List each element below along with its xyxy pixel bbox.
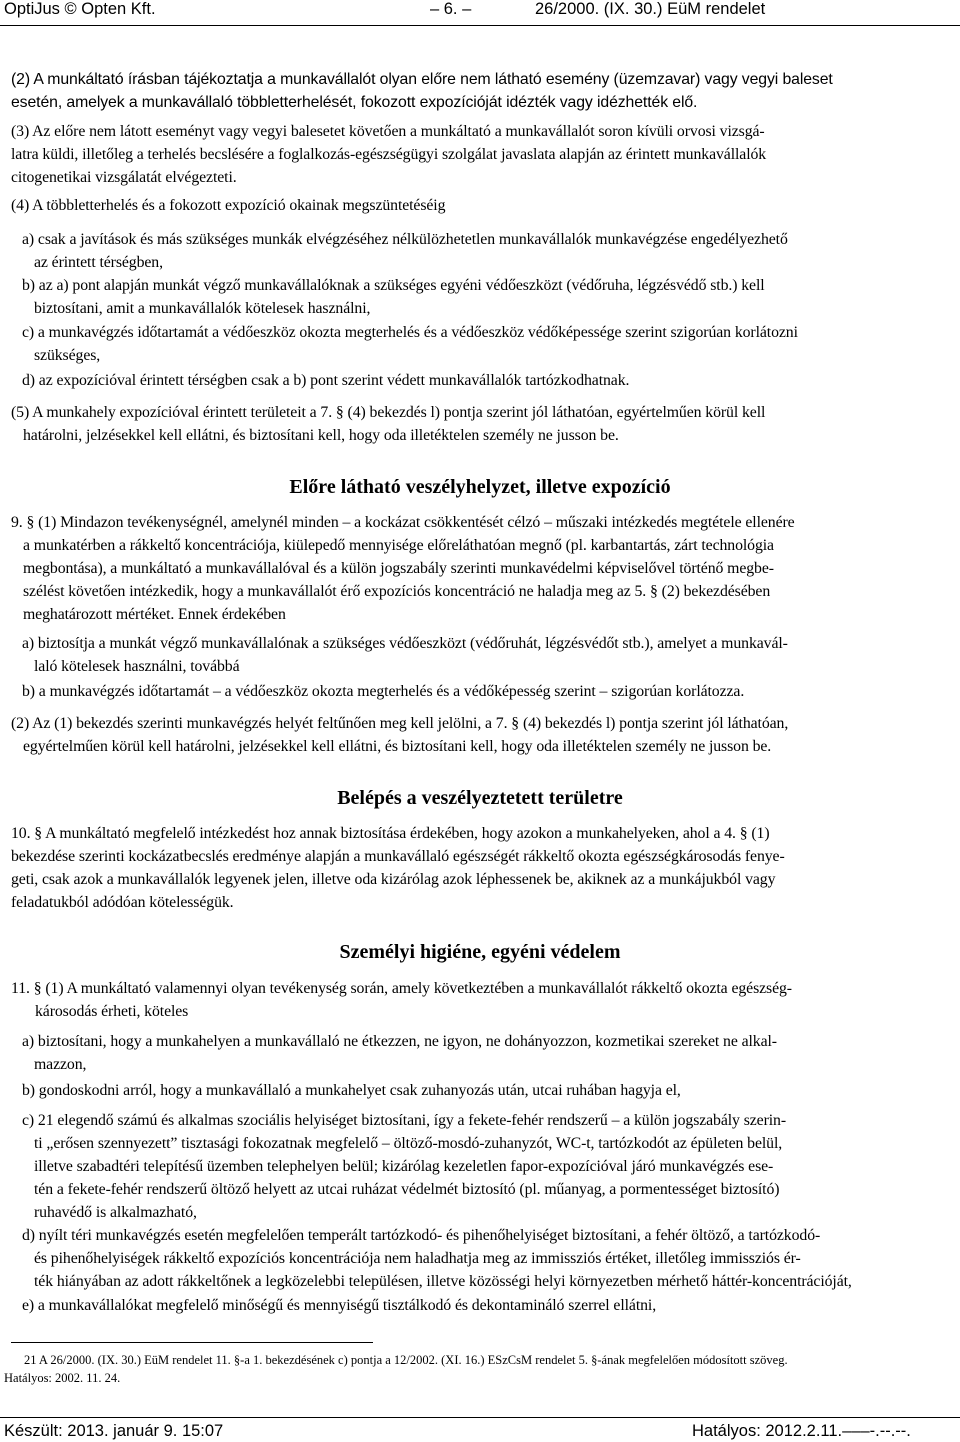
- text-line: b) az a) pont alapján munkát végző munkavállalóknak a szükséges egyéni védőeszközt (védőruha, légzésvédő stb.) kell: [22, 277, 765, 294]
- text-line: ti „erősen szennyezett” tisztasági fokozatnak megfelelő – öltöző-mosdó-zuhanyzót, WC-t, tartózkodót az épületen belül,: [34, 1135, 783, 1152]
- text-line: az érintett térségben,: [34, 254, 163, 271]
- text-line: esetén, amelyek a munkavállaló többletterhelését, fokozott expozícióját idézték vagy idézhették elő.: [11, 94, 698, 111]
- paragraph-5: [11, 401, 765, 447]
- text-line: a) biztosítja a munkát végző munkavállalónak a szükséges védőeszközt (védőruhát, légzésvédőt stb.), amelyet a munkavál-: [22, 635, 788, 652]
- text-line: a) biztosítani, hogy a munkahelyen a munkavállaló ne étkezzen, ne igyon, ne dohányozzon, kozmetikai szereket ne alkal-: [22, 1033, 777, 1050]
- text-line: mazzon,: [34, 1056, 87, 1073]
- section-9-item-a: [22, 632, 788, 678]
- paragraph-4a: [22, 228, 788, 274]
- text-line: 9. § (1) Mindazon tevékenységnél, amelynél minden – a kockázat csökkentését célzó – műszaki intézkedés megtétele ellenére: [11, 514, 795, 531]
- section-11-item-c: [22, 1109, 786, 1224]
- text-line: biztosítani, amit a munkavállalók kötelesek használni,: [34, 300, 371, 317]
- header-document-title: 26/2000. (IX. 30.) EüM rendelet: [535, 0, 766, 18]
- text-line: károsodás érheti, köteles: [35, 1003, 189, 1020]
- text-line: a) csak a javítások és más szükséges munkák elvégzéséhez nélkülözhetetlen munkavállalók munkavégzése engedélyezhető: [22, 231, 788, 248]
- header-rule: [0, 25, 960, 26]
- text-line: geti, csak azok a munkavállalók legyenek jelen, illetve oda kizárólag azok léphessenek be, akiknek az a munkájukból vagy: [11, 871, 776, 888]
- section-9-item-b: b) a munkavégzés időtartamát – a védőeszköz okozta megterhelés és a védőképesség szerint – szigorúan korlátozza.: [22, 683, 745, 700]
- section-11-item-b: b) gondoskodni arról, hogy a munkavállaló a munkahelyet csak zuhanyozás után, utcai ruhában hagyja el,: [22, 1082, 681, 1099]
- text-line: határolni, jelzésekkel kell ellátni, és biztosítani kell, hogy oda illetéktelen személy ne jusson be.: [23, 427, 619, 444]
- footnote-21: 21 A 26/2000. (IX. 30.) EüM rendelet 11. §-a 1. bekezdésének c) pontja a 12/2002. (XI. 16.) ESzCsM rendelet 5. §-ának megfelelően módosított szöveg.: [24, 1353, 788, 1367]
- paragraph-4: (4) A többletterhelés és a fokozott expozíció okainak megszüntetéséig: [11, 197, 446, 214]
- section-11-item-d: [22, 1224, 852, 1293]
- text-line: meghatározott mértéket. Ennek érdekében: [23, 606, 286, 623]
- text-line: illetve szabadtéri telepítésű üzemben telephelyen belül; kizárólag kezeletlen fapor-expozícióval járó munkavégzés ese-: [34, 1158, 774, 1175]
- paragraph-4b: [22, 274, 765, 320]
- paragraph-3: [11, 120, 766, 189]
- paragraph-2: [11, 68, 833, 114]
- footer-effective: Hatályos: 2012.2.11.–––-.--.--.: [692, 1422, 911, 1440]
- text-line: tén a fekete-fehér rendszerű öltöző helyett az utcai ruházat védelmét biztosító (pl. műanyag, a pormentességet biztosító): [34, 1181, 780, 1198]
- footnote-rule: [11, 1342, 373, 1343]
- text-line: c) a munkavégzés időtartamát a védőeszköz okozta megterhelés és a védőeszköz védőképessége szerint szigorúan korlátozni: [22, 324, 798, 341]
- header-page-number: – 6. –: [430, 0, 472, 18]
- footer-created: Készült: 2013. január 9. 15:07: [4, 1422, 224, 1440]
- text-line: 10. § A munkáltató megfelelő intézkedést hoz annak biztosítása érdekében, hogy azokon a munkahelyeken, ahol a 4. § (1): [11, 825, 770, 842]
- paragraph-4d: d) az expozícióval érintett térségben csak a b) pont szerint védett munkavállalók tartózkodhatnak.: [22, 372, 630, 389]
- section-11-item-e: e) a munkavállalókat megfelelő minőségű és mennyiségű tisztálkodó és dekontamináló szerrel ellátni,: [22, 1297, 657, 1314]
- section-heading-foreseeable-hazard: Előre látható veszélyhelyzet, illetve expozíció: [289, 476, 671, 498]
- text-line: (2) A munkáltató írásban tájékoztatja a munkavállalót olyan előre nem látható esemény (üzemzavar) vagy vegyi baleset: [11, 71, 833, 88]
- text-line: (5) A munkahely expozícióval érintett területeit a 7. § (4) bekezdés l) pontja szerint jól láthatóan, egyértelműen körül kell: [11, 404, 766, 421]
- text-line: egyértelműen körül kell határolni, jelzésekkel kell ellátni, és biztosítani kell, hogy oda illetéktelen személy ne jusson be.: [23, 738, 772, 755]
- text-line: szélést követően intézkedik, hogy a munkavállalót érő expozíciós koncentráció ne haladja meg az 5. § (2) bekezdésében: [23, 583, 771, 600]
- text-line: (3) Az előre nem látott eseményt vagy vegyi balesetet követően a munkáltató a munkavállalót soron kívüli orvosi vizsgá-: [11, 123, 765, 140]
- text-line: feladatukból adódóan kötelességük.: [11, 894, 234, 911]
- text-line: latra küldi, illetőleg a terhelés becslésére a foglalkozás-egészségügyi szolgálat javaslata alapján az érintett munkavállalók: [11, 146, 767, 163]
- text-line: és pihenőhelyiségek rákkeltő expozíciós koncentrációja nem haladhatja meg az immissziós értéket, illetőleg immissziós ér-: [34, 1250, 801, 1267]
- section-11-item-a: [22, 1030, 777, 1076]
- section-9-paragraph-1: [11, 511, 795, 626]
- text-line: (2) Az (1) bekezdés szerinti munkavégzés helyét feltűnően meg kell jelölni, a 7. § (4) bekezdés l) pontja szerint jól láthatóan,: [11, 715, 789, 732]
- text-line: citogenetikai vizsgálatát elvégezteti.: [11, 169, 237, 186]
- text-line: ruhavédő is alkalmazható,: [34, 1204, 197, 1221]
- text-line: c) 21 elegendő számú és alkalmas szociális helyiséget biztosítani, így a fekete-fehér rendszerű – a külön jogszabály szerin-: [22, 1112, 786, 1129]
- header-publisher: OptiJus © Opten Kft.: [4, 0, 156, 18]
- paragraph-4c: [22, 321, 798, 367]
- text-line: 11. § (1) A munkáltató valamennyi olyan tevékenység során, amely következtében a munkavállalót rákkeltő okozta egészség-: [11, 980, 792, 997]
- footnote-effective: Hatályos: 2002. 11. 24.: [4, 1371, 121, 1385]
- section-9-paragraph-2: [11, 712, 788, 758]
- text-line: megbontása), a munkáltató a munkavállalóval és a külön jogszabály szerinti munkavédelmi képviselővel történő megbe-: [23, 560, 774, 577]
- text-line: bekezdése szerinti kockázatbecslés eredménye alapján a munkavállaló egészségét rákkeltő okozta egészségkárosodás fenye-: [11, 848, 785, 865]
- section-10: [11, 822, 785, 914]
- text-line: ték hiányában az adott rákkeltőnek a legközelebbi településen, illetve közösségi helyi környezetben mérhető háttér-koncentrációját,: [34, 1273, 852, 1290]
- text-line: laló kötelesek használni, továbbá: [34, 658, 240, 675]
- text-line: a munkatérben a rákkeltő koncentrációja, kiülepedő mennyisége előreláthatóan megnő (pl. karbantartás, zárt technológia: [23, 537, 774, 554]
- text-line: d) nyílt téri munkavégzés esetén megfelelően temperált tartózkodó- és pihenőhelyiséget biztosítani, a fehér öltöző, a tartózkodó-: [22, 1227, 821, 1244]
- section-11-paragraph-1: [11, 977, 792, 1023]
- section-heading-personal-hygiene: Személyi higiéne, egyéni védelem: [339, 941, 621, 963]
- text-line: szükséges,: [34, 347, 101, 364]
- section-heading-entry-to-area: Belépés a veszélyeztetett területre: [337, 787, 623, 809]
- footer-rule: [0, 1417, 960, 1418]
